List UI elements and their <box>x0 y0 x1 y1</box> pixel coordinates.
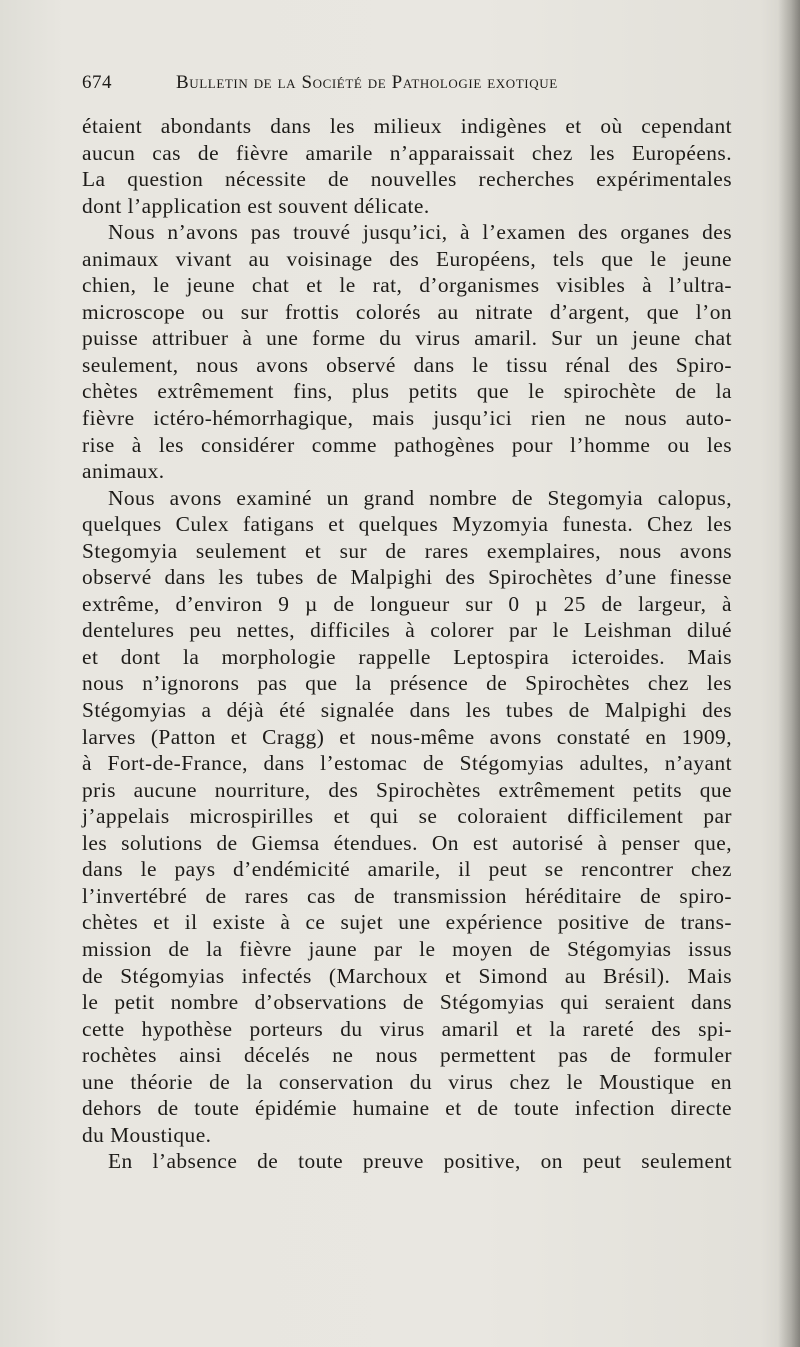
page-number: 674 <box>82 72 112 93</box>
text-line: nous n’ignorons pas que la présence de Spirochètes chez les <box>82 671 732 696</box>
text-line: larves (Patton et Cragg) et nous-même avons constaté en 1909, <box>82 724 732 749</box>
body-text <box>82 113 732 1175</box>
text-line: aucun cas de fièvre amarile n’apparaissait chez les Européens. <box>82 140 732 165</box>
text-line: cette hypothèse porteurs du virus amaril et la rareté des spi- <box>82 1016 732 1041</box>
text-line: dont l’application est souvent délicate. <box>82 193 430 218</box>
text-line: observé dans les tubes de Malpighi des Spirochètes d’une finesse <box>82 565 732 590</box>
text-line: dehors de toute épidémie humaine et de toute infection directe <box>82 1096 732 1121</box>
text-line: dentelures peu nettes, difficiles à colorer par le Leishman dilué <box>82 618 732 643</box>
text-line: chètes et il existe à ce sujet une expérience positive de trans- <box>82 910 732 935</box>
text-line: Nous n’avons pas trouvé jusqu’ici, à l’examen des organes des <box>108 220 732 245</box>
text-line: fièvre ictéro-hémorrhagique, mais jusqu’ici rien ne nous auto- <box>82 406 732 431</box>
text-line: chien, le jeune chat et le rat, d’organismes visibles à l’ultra- <box>82 273 732 298</box>
text-line: l’invertébré de rares cas de transmission héréditaire de spiro- <box>82 883 732 908</box>
running-title: Bulletin de la Société de Pathologie exotique <box>176 72 558 93</box>
text-line: Nous avons examiné un grand nombre de Stegomyia calopus, <box>108 485 732 510</box>
text-line: animaux vivant au voisinage des Européens, tels que le jeune <box>82 246 732 271</box>
text-line: En l’absence de toute preuve positive, on peut seulement <box>108 1149 732 1174</box>
text-line: Stegomyia seulement et sur de rares exemplaires, nous avons <box>82 538 732 563</box>
text-line: dans le pays d’endémicité amarile, il peut se rencontrer chez <box>82 857 732 882</box>
text-line: mission de la fièvre jaune par le moyen de Stégomyias issus <box>82 936 732 961</box>
text-line: chètes extrêmement fins, plus petits que le spirochète de la <box>82 379 732 404</box>
text-line: de Stégomyias infectés (Marchoux et Simond au Brésil). Mais <box>82 963 732 988</box>
text-line: du Moustique. <box>82 1122 212 1147</box>
text-line: rise à les considérer comme pathogènes pour l’homme ou les <box>82 432 732 457</box>
text-line: seulement, nous avons observé dans le tissu rénal des Spiro- <box>82 352 732 377</box>
running-header <box>82 66 732 100</box>
text-line: pris aucune nourriture, des Spirochètes extrêmement petits que <box>82 777 732 802</box>
text-line: j’appelais microspirilles et qui se coloraient difficilement par <box>82 804 732 829</box>
text-line: quelques Culex fatigans et quelques Myzomyia funesta. Chez les <box>82 512 732 537</box>
text-line: les solutions de Giemsa étendues. On est autorisé à penser que, <box>82 830 732 855</box>
text-line: extrême, d’environ 9 µ de longueur sur 0 µ 25 de largeur, à <box>82 591 732 616</box>
text-line: La question nécessite de nouvelles recherches expérimentales <box>82 167 732 192</box>
text-line: le petit nombre d’observations de Stégomyias qui seraient dans <box>82 990 732 1015</box>
text-line: rochètes ainsi décelés ne nous permettent pas de formuler <box>82 1043 732 1068</box>
text-line: microscope ou sur frottis colorés au nitrate d’argent, que l’on <box>82 299 732 324</box>
text-line: une théorie de la conservation du virus chez le Moustique en <box>82 1069 732 1094</box>
text-line: étaient abondants dans les milieux indigènes et où cependant <box>82 114 732 138</box>
text-line: à Fort-de-France, dans l’estomac de Stégomyias adultes, n’ayant <box>82 751 732 776</box>
text-line: Stégomyias a déjà été signalée dans les tubes de Malpighi des <box>82 698 732 723</box>
text-line: et dont la morphologie rappelle Leptospira icteroides. Mais <box>82 644 732 669</box>
text-line: animaux. <box>82 459 165 484</box>
page-edge-shadow <box>778 0 800 1347</box>
text-line: puisse attribuer à une forme du virus amaril. Sur un jeune chat <box>82 326 732 351</box>
